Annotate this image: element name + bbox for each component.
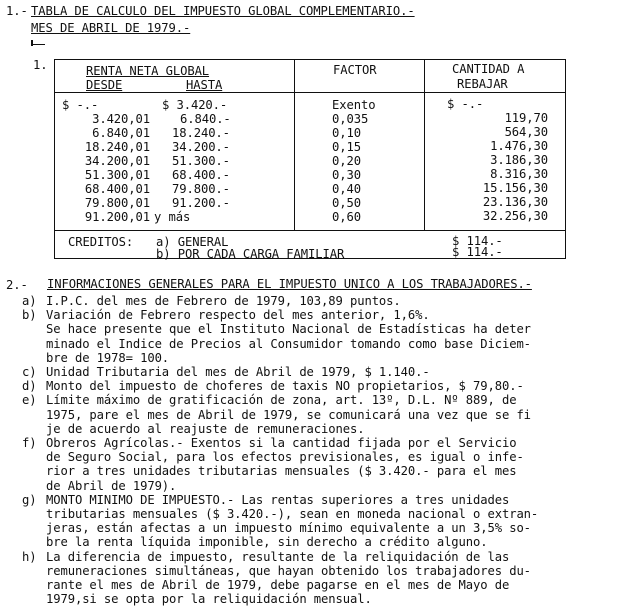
creditos-b: b) POR CADA CARGA FAMILIAR xyxy=(156,247,345,261)
row-1-desde: 3.420,01 xyxy=(92,112,150,126)
item-text-line: Obreros Agrícolas.- Exentos si la cantidad fijada por el Servicio xyxy=(46,436,517,450)
table-border-top xyxy=(54,59,566,60)
creditos-b-value: $ 114.- xyxy=(452,245,503,259)
section-1-subtitle: MES DE ABRIL DE 1979.- xyxy=(31,21,191,35)
item-text-line: de Seguro Social, para los efectos previsionales, es igual o infe- xyxy=(46,450,524,465)
row-4-cantidad: 3.186,30 xyxy=(490,153,548,167)
item-text-line: remuneraciones simultáneas, que hayan obtenido los trabajadores du- xyxy=(46,563,531,578)
row-4-hasta: 51.300.- xyxy=(172,154,230,168)
row-7-desde: 79.800,01 xyxy=(84,196,150,210)
row-3-hasta: 34.200.- xyxy=(172,140,230,154)
item-text-line: je de acuerdo al reajuste de remuneraciones. xyxy=(46,421,365,436)
row-2-hasta: 18.240.- xyxy=(172,126,230,140)
row-0-hasta: $ 3.420.- xyxy=(162,98,228,112)
creditos-a: a) GENERAL xyxy=(156,235,229,249)
row-7-cantidad: 23.136,30 xyxy=(482,195,548,209)
item-text-line: bre de 1978= 100. xyxy=(46,350,170,365)
item-text-line: I.P.C. del mes de Febrero de 1979, 103,89 puntos. xyxy=(46,294,401,308)
row-2-cantidad: 564,30 xyxy=(504,125,548,139)
header-cantidad-line-1: CANTIDAD A xyxy=(452,62,525,76)
row-0-factor: Exento xyxy=(332,98,376,112)
row-7-factor: 0,50 xyxy=(332,196,361,210)
row-6-factor: 0,40 xyxy=(332,182,361,196)
row-5-hasta: 68.400.- xyxy=(172,168,230,182)
row-3-desde: 18.240,01 xyxy=(84,140,150,154)
item-text-line: Variación de Febrero respecto del mes anterior, 1,6%. xyxy=(46,308,430,323)
item-marker: b) xyxy=(22,308,37,323)
item-marker: g) xyxy=(22,492,37,507)
header-renta: RENTA NETA GLOBAL xyxy=(86,64,210,78)
row-1-hasta: 6.840.- xyxy=(180,112,231,126)
item-marker: a) xyxy=(22,294,37,308)
item-text-line: Límite máximo de gratificación de zona, art. 13º, D.L. Nº 889, de xyxy=(46,393,517,408)
item-marker: e) xyxy=(22,393,37,408)
table-border-left xyxy=(54,59,55,258)
section-2-number: 2.- xyxy=(6,278,28,292)
table-creditos-divider xyxy=(54,230,566,231)
row-3-cantidad: 1.476,30 xyxy=(490,139,548,153)
item-text-line: 1979,si se opta por la reliquidación mensual. xyxy=(46,592,372,607)
header-desde: DESDE xyxy=(86,78,123,92)
item-text-line: La diferencia de impuesto, resultante de la reliquidación de las xyxy=(46,549,510,564)
row-3-factor: 0,15 xyxy=(332,140,361,154)
section-2-title: INFORMACIONES GENERALES PARA EL IMPUESTO UNICO A LOS TRABAJADORES.- xyxy=(47,277,532,291)
creditos-a-value: $ 114.- xyxy=(452,234,503,248)
item-text-line: rior a tres unidades tributarias mensuales ($ 3.420.- para el mes xyxy=(46,464,517,479)
table-number: 1. xyxy=(33,58,48,72)
item-marker: d) xyxy=(22,379,37,394)
item-marker: h) xyxy=(22,549,37,564)
row-2-factor: 0,10 xyxy=(332,126,361,140)
item-text-line: 1975, pare el mes de Abril de 1979, se comunicará una vez que se fi xyxy=(46,407,531,422)
bracket-mark-foot xyxy=(31,44,45,45)
item-text-line: minado el Indice de Precios al Consumidor tomando como base Diciem- xyxy=(46,336,531,351)
row-1-factor: 0,035 xyxy=(332,112,369,126)
creditos-label: CREDITOS: xyxy=(68,235,134,249)
header-factor: FACTOR xyxy=(333,63,377,77)
row-8-hasta: y más xyxy=(154,210,191,224)
item-marker: f) xyxy=(22,436,37,450)
item-text-line: Se hace presente que el Instituto Nacional de Estadísticas ha deter xyxy=(46,322,531,337)
row-7-hasta: 91.200.- xyxy=(172,196,230,210)
item-text-line: Monto del impuesto de choferes de taxis NO propietarios, $ 79,80.- xyxy=(46,379,524,394)
row-5-cantidad: 8.316,30 xyxy=(490,167,548,181)
item-text-line: rante el mes de Abril de 1979, debe pagarse en el mes de Mayo de xyxy=(46,578,510,592)
row-8-factor: 0,60 xyxy=(332,210,361,224)
row-2-desde: 6.840,01 xyxy=(92,126,150,140)
header-cantidad-line-2: REBAJAR xyxy=(457,77,508,91)
row-0-cantidad: $ -.- xyxy=(447,97,484,111)
header-hasta: HASTA xyxy=(186,78,223,92)
section-1-title: TABLA DE CALCULO DEL IMPUESTO GLOBAL COMPLEMENTARIO.- xyxy=(31,4,415,18)
item-marker: c) xyxy=(22,365,37,379)
item-text-line: tributarias mensuales ($ 3.420.-), sean en moneda nacional o extran- xyxy=(46,507,539,521)
item-text-line: jeras, están afectas a un impuesto mínimo equivalente a un 3,5% so- xyxy=(46,521,531,536)
row-6-hasta: 79.800.- xyxy=(172,182,230,196)
row-1-cantidad: 119,70 xyxy=(504,111,548,125)
row-6-desde: 68.400,01 xyxy=(84,182,150,196)
table-column-divider-1 xyxy=(294,59,295,230)
row-6-cantidad: 15.156,30 xyxy=(482,181,548,195)
row-4-desde: 34.200,01 xyxy=(84,154,150,168)
row-5-desde: 51.300,01 xyxy=(84,168,150,182)
row-4-factor: 0,20 xyxy=(332,154,361,168)
row-8-cantidad: 32.256,30 xyxy=(482,209,548,223)
section-1-number: 1.- xyxy=(6,4,28,18)
item-text-line: MONTO MINIMO DE IMPUESTO.- Las rentas superiores a tres unidades xyxy=(46,492,510,507)
row-5-factor: 0,30 xyxy=(332,168,361,182)
bracket-mark xyxy=(31,40,33,46)
table-border-right xyxy=(565,59,566,258)
item-text-line: bre la renta líquida imponible, sin derecho a crédito alguno. xyxy=(46,535,488,550)
table-header-divider xyxy=(54,92,566,93)
row-0-desde: $ -.- xyxy=(62,98,99,112)
item-text-line: Unidad Tributaria del mes de Abril de 1979, $ 1.140.- xyxy=(46,365,430,379)
row-8-desde: 91.200,01 xyxy=(84,210,150,224)
item-text-line: de Abril de 1979). xyxy=(46,478,177,493)
table-column-divider-2 xyxy=(424,59,425,230)
